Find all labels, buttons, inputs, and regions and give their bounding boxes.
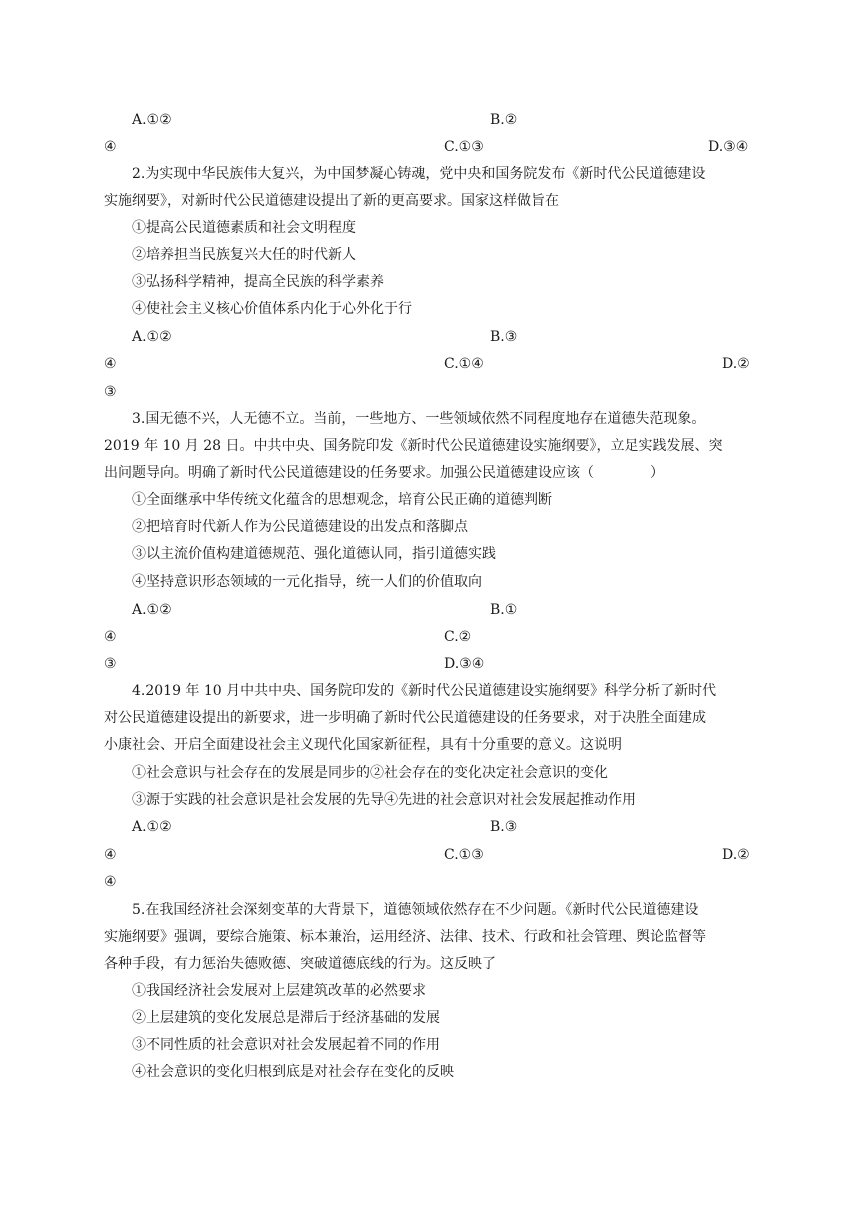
q2-item-2: ②培养担当民族复兴大任的时代新人 [132,247,356,263]
q4-option-a: A.①② [132,819,172,835]
q2-item-4: ④使社会主义核心价值体系内化于心外化于行 [132,301,412,317]
q3-option-a: A.①② [132,602,172,618]
q3-item-3: ③以主流价值构建道德规范、强化道德认同，指引道德实践 [132,546,496,562]
q1-option-b-cont: ④ [104,139,117,155]
q4-option-b-cont: ④ [104,847,117,863]
q2-option-d-cont: ③ [104,384,117,400]
q5-item-2: ②上层建筑的变化发展总是滞后于经济基础的发展 [132,1010,440,1026]
q4-option-c: C.①③ [444,847,484,863]
q4-item-2: ③源于实践的社会意识是社会发展的先导④先进的社会意识对社会发展起推动作用 [132,792,636,808]
q2-item-1: ①提高公民道德素质和社会文明程度 [132,220,356,236]
q4-option-d: D.② [722,847,750,863]
q2-option-a: A.①② [132,329,172,345]
q5-item-4: ④社会意识的变化归根到底是对社会存在变化的反映 [132,1064,454,1080]
q2-item-3: ③弘扬科学精神，提高全民族的科学素养 [132,274,384,290]
q3-item-4: ④坚持意识形态领域的一元化指导，统一人们的价值取向 [132,574,482,590]
q4-option-d-cont: ④ [104,874,117,890]
q3-option-c-cont: ③ [104,656,117,672]
q5-item-1: ①我国经济社会发展对上层建筑改革的必然要求 [132,983,426,999]
q3-stem-line3: 出问题导向。明确了新时代公民道德建设的任务要求。加强公民道德建设应该（ ） [104,465,664,481]
q5-stem-line3: 各种手段，有力惩治失德败德、突破道德底线的行为。这反映了 [104,956,496,972]
q3-option-b: B.① [490,602,518,618]
q2-stem-line1: 2.为实现中华民族伟大复兴，为中国梦凝心铸魂，党中央和国务院发布《新时代公民道德建设 [132,166,706,182]
q2-option-c: C.①④ [444,356,484,372]
q4-stem-line2: 对公民道德建设提出的新要求，进一步明确了新时代公民道德建设的任务要求，对于决胜全面建成 [104,710,706,726]
q3-stem-line2: 2019 年 10 月 28 日。中共中央、国务院印发《新时代公民道德建设实施纲要》，立足实践发展、突 [104,438,723,454]
q2-option-b: B.③ [490,329,518,345]
q3-item-2: ②把培育时代新人作为公民道德建设的出发点和落脚点 [132,519,468,535]
q2-stem-line2: 实施纲要》，对新时代公民道德建设提出了新的更高要求。国家这样做旨在 [104,193,559,209]
q4-option-b: B.③ [490,819,518,835]
q3-option-b-cont: ④ [104,629,117,645]
q4-item-1: ①社会意识与社会存在的发展是同步的②社会存在的变化决定社会意识的变化 [132,765,608,781]
q5-stem-line1: 5.在我国经济社会深刻变革的大背景下，道德领域依然存在不少问题。《新时代公民道德建设 [132,902,699,918]
q1-option-a: A.①② [132,112,172,128]
q2-option-d: D.② [722,356,750,372]
q2-option-b-cont: ④ [104,356,117,372]
q4-stem-line3: 小康社会、开启全面建设社会主义现代化国家新征程，具有十分重要的意义。这说明 [104,737,622,753]
q4-stem-line1: 4.2019 年 10 月中共中央、国务院印发的《新时代公民道德建设实施纲要》科学分析了新时代 [132,683,717,699]
q3-stem-line1: 3.国无德不兴，人无德不立。当前，一些地方、一些领域依然不同程度地存在道德失范现象。 [132,411,706,427]
q3-option-c: C.② [444,629,472,645]
q5-item-3: ③不同性质的社会意识对社会发展起着不同的作用 [132,1037,440,1053]
q1-option-c: C.①③ [444,139,484,155]
q1-option-b: B.② [490,112,518,128]
q5-stem-line2: 实施纲要》强调，要综合施策、标本兼治，运用经济、法律、技术、行政和社会管理、舆论监督等 [104,929,706,945]
q1-option-d: D.③④ [708,139,749,155]
q3-option-d: D.③④ [444,656,485,672]
q3-item-1: ①全面继承中华传统文化蕴含的思想观念，培育公民正确的道德判断 [132,492,552,508]
